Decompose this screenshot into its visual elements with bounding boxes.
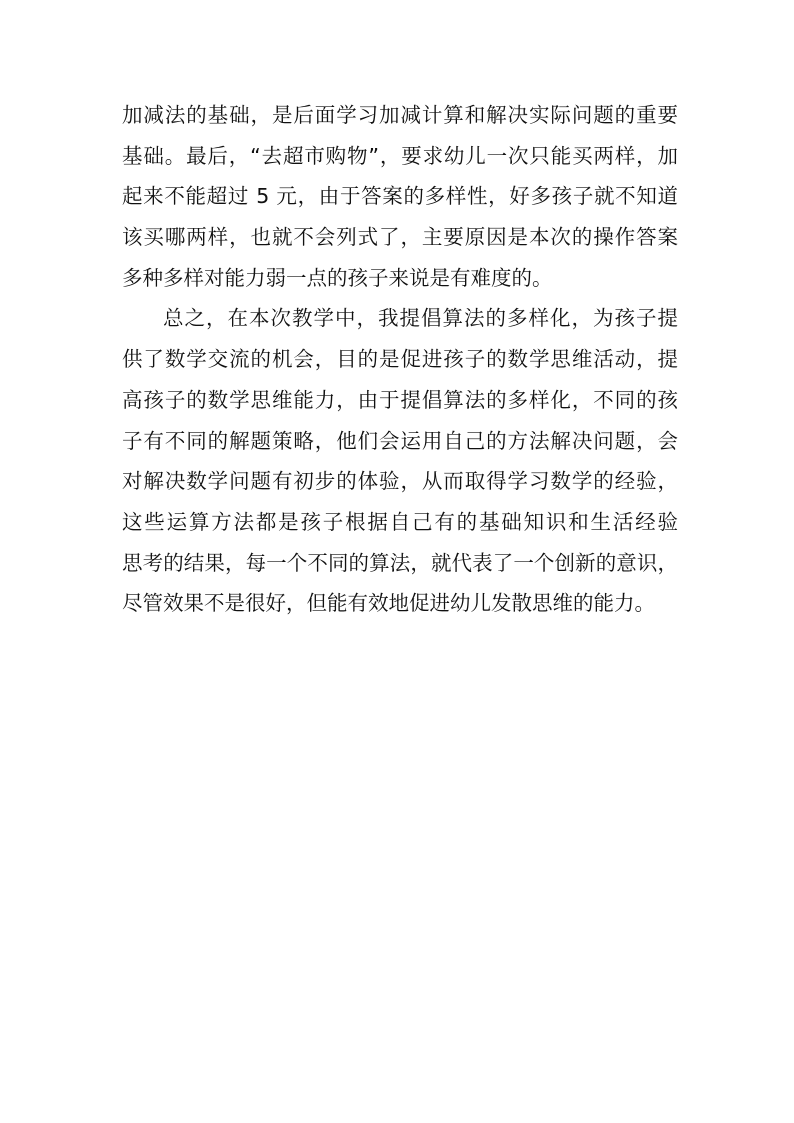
text-line: 高孩子的数学思维能力，由于提倡算法的多样化，不同的孩 [122,387,678,412]
text-line: 多种多样对能力弱一点的孩子来说是有难度的。 [122,265,553,290]
text-line: 总之，在本次教学中，我提倡算法的多样化，为孩子提 [163,306,678,331]
paragraph-2 [122,298,678,624]
text-line: 子有不同的解题策略，他们会运用自己的方法解决问题，会 [122,428,678,453]
paragraph-1 [122,95,678,298]
text-line: 这些运算方法都是孩子根据自己有的基础知识和生活经验 [122,509,678,534]
text-line: 加减法的基础，是后面学习加减计算和解决实际问题的重要 [122,103,678,127]
text-line: 起来不能超过 5 元，由于答案的多样性，好多孩子就不知道 [122,184,678,209]
text-line: 思考的结果，每一个不同的算法，就代表了一个创新的意识， [122,550,678,575]
text-line: 基础。最后，“去超市购物”，要求幼儿一次只能买两样，加 [122,143,678,168]
text-line: 尽管效果不是很好，但能有效地促进幼儿发散思维的能力。 [122,591,655,616]
text-line: 供了数学交流的机会，目的是促进孩子的数学思维活动，提 [122,347,678,372]
document-body [122,95,678,624]
text-line: 该买哪两样，也就不会列式了，主要原因是本次的操作答案 [122,225,678,250]
text-line: 对解决数学问题有初步的体验，从而取得学习数学的经验， [122,469,678,494]
